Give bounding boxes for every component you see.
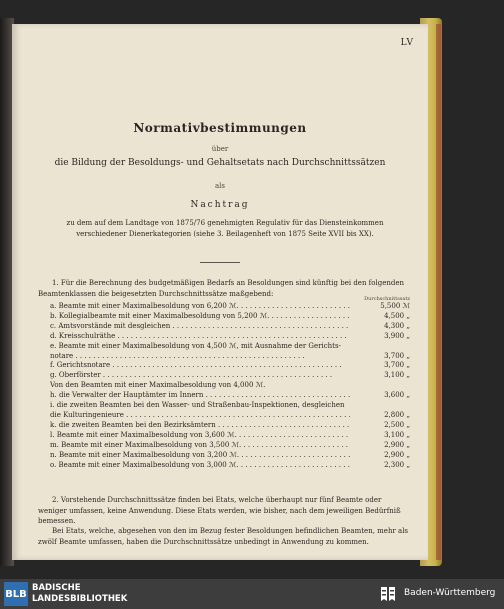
list-item-label: i. die zweiten Beamten bei den Wasser- und Straßenbau-Inspektionen, desgleichen: [50, 401, 345, 410]
list-item-amount: 3,900 „: [384, 331, 410, 340]
bw-name[interactable]: Baden-Württemberg: [404, 588, 496, 598]
paragraph-3: Bei Etats, welche, abgesehen von den im Bezug fester Besoldungen befindlichen Beamten, mehr als zwölf Beamte umfassen, haben die Durchschnittssätze unbedingt in Anwendung zu kommen.: [38, 527, 409, 546]
list-item: [50, 352, 410, 362]
list-item-amount: 3,100 „: [384, 371, 410, 380]
section-heading-nachtrag: Nachtrag: [190, 200, 250, 210]
list-item: [50, 431, 410, 441]
list-item-amount: [350, 401, 410, 411]
divider-rule: [200, 262, 240, 263]
page-title: Normativbestimmungen: [133, 121, 307, 135]
list-item-label: d. Kreisschulräthe . . .: [50, 332, 350, 342]
column-header: Durchschnittssatz: [364, 296, 410, 302]
list-item: [50, 322, 410, 332]
list-item-amount: [350, 381, 410, 391]
blb-name: [32, 583, 127, 605]
list-item-label: g. Oberförster . . .: [50, 371, 350, 381]
list-item-amount: 2,800 „: [384, 410, 410, 419]
footer-bar: [0, 579, 504, 609]
baden-wuerttemberg-lions-icon: [378, 584, 398, 604]
list-item-amount: 4,500 „: [384, 311, 410, 320]
list-item-amount: 3,100 „: [384, 430, 410, 439]
list-item: [50, 401, 410, 411]
list-item-amount: 4,300 „: [384, 321, 410, 330]
list-item: [50, 342, 410, 352]
list-item: [50, 451, 410, 461]
list-item-amount: 2,900 „: [384, 440, 410, 449]
list-item-amount: 5,500 ℳ: [380, 302, 410, 310]
list-item: [50, 381, 410, 391]
blb-name-line2: LANDESBIBLIOTHEK: [32, 594, 128, 604]
list-item-amount: [350, 342, 410, 352]
list-item-label: f. Gerichtsnotare . . .: [50, 361, 350, 371]
intro-paragraph: zu dem auf dem Landtage von 1875/76 genehmigten Regulativ für das Diensteinkommen verschiedener Dienerkategorien (siehe 3. Beilagenheft von 1875 Seite XVII bis XX).: [66, 219, 384, 238]
page-number: LV: [400, 38, 414, 48]
list-item-label: m. Beamte mit einer Maximalbesoldung von 3,500 ℳ. . . .: [50, 441, 350, 451]
list-item: [50, 421, 410, 431]
list-item-label: n. Beamte mit einer Maximalbesoldung von 3,200 ℳ. . . .: [50, 451, 350, 461]
list-item-label: k. die zweiten Beamten bei den Bezirksämtern . . .: [50, 421, 350, 431]
list-item: [50, 371, 410, 381]
list-item-label: e. Beamte mit einer Maximalbesoldung von 4,500 ℳ, mit Ausnahme der Gerichts-: [50, 341, 341, 350]
page-subtitle: die Bildung der Besoldungs- und Gehaltsetats nach Durchschnittssätzen: [54, 158, 386, 168]
title-connector-als: als: [214, 182, 225, 190]
blb-logo[interactable]: BLB: [4, 582, 28, 606]
list-item-label: h. die Verwalter der Hauptämter im Innern . . .: [50, 391, 350, 401]
paragraph-2: 2. Vorstehende Durchschnittssätze finden bei Etats, welche überhaupt nur fünf Beamte oder weniger umfassen, keine Anwendung. Diese Etats werden, wie bisher, nach dem jeweiligen Bedürfniß bemessen.: [38, 496, 401, 525]
book-edge-stripe: [436, 24, 441, 560]
list-item-label: die Kulturingenieure . . .: [50, 411, 350, 421]
list-item-label: b. Kollegialbeamte mit einer Maximalbesoldung von 5,200 ℳ. . . .: [50, 312, 350, 322]
title-connector-ueber: über: [211, 145, 229, 153]
list-item: [50, 391, 410, 401]
list-item: [50, 302, 410, 312]
list-item-label: o. Beamte mit einer Maximalbesoldung von 3,000 ℳ. . . .: [50, 461, 350, 471]
list-item-amount: 2,300 „: [384, 460, 410, 469]
list-item-label: notare . . .: [50, 352, 350, 362]
list-item: [50, 361, 410, 371]
list-item-label: Von den Beamten mit einer Maximalbesoldung von 4,000 ℳ.: [50, 381, 266, 390]
list-item-amount: 3,700 „: [384, 351, 410, 360]
list-item-label: c. Amtsvorstände mit desgleichen . . .: [50, 322, 350, 332]
salary-list: [50, 302, 410, 470]
paragraph-1: 1. Für die Berechnung des budgetmäßigen Bedarfs an Besoldungen sind künftig bei den folgenden Beamtenklassen die beigesetzten Durchschnittssätze maßgebend:: [38, 279, 404, 298]
list-item: [50, 312, 410, 322]
list-item-amount: 3,600 „: [384, 391, 410, 400]
list-item: [50, 411, 410, 421]
blb-name-line1: BADISCHE: [32, 583, 81, 593]
list-item: [50, 441, 410, 451]
list-item-label: l. Beamte mit einer Maximalbesoldung von 3,600 ℳ. . . .: [50, 431, 350, 441]
list-item-amount: 3,700 „: [384, 361, 410, 370]
list-item-amount: 2,500 „: [384, 420, 410, 429]
document-page: [12, 24, 428, 560]
list-item: [50, 332, 410, 342]
list-item-label: a. Beamte mit einer Maximalbesoldung von 6,200 ℳ. . . .: [50, 302, 350, 312]
list-item: [50, 461, 410, 471]
list-item-amount: 2,900 „: [384, 450, 410, 459]
